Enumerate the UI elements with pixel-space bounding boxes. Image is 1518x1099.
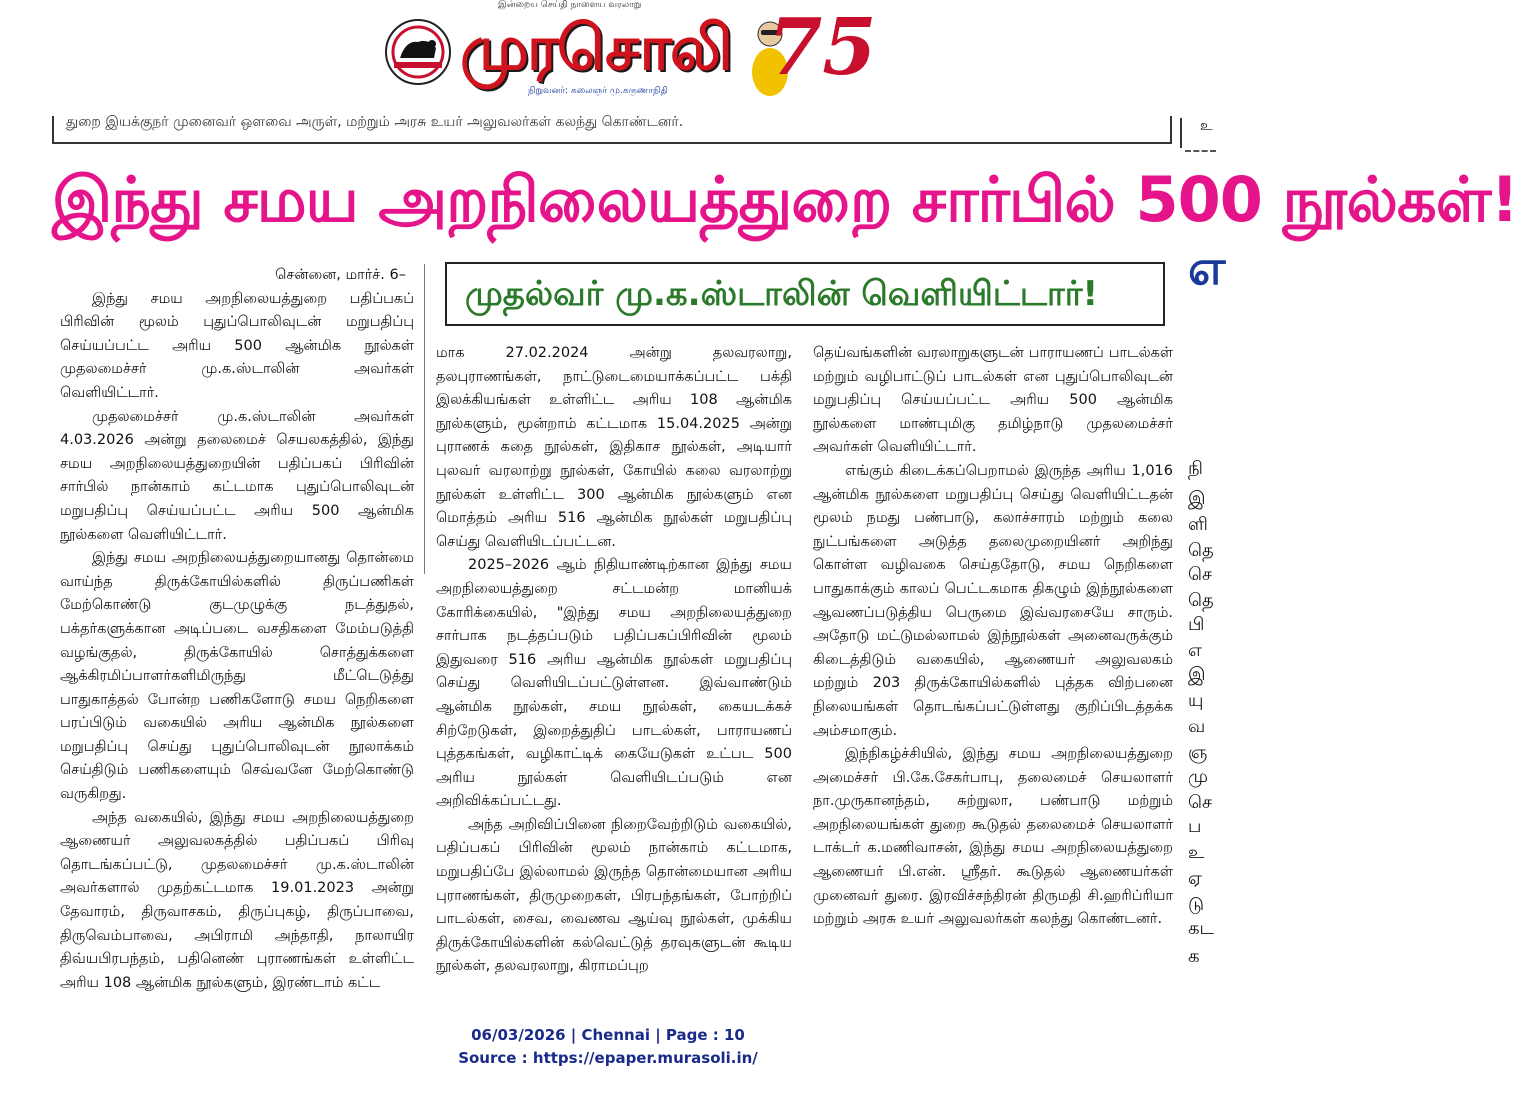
paragraph: அந்த வகையில், இந்து சமய அறநிலையத்துறை ஆணையர் அலுவலகத்தில் பதிப்பகப் பிரிவு தொடங்கப்பட்டு, முதலமைச்சர் மு.க.ஸ்டாலின் அவர்களால் முதற்கட்டமாக 19.01.2023 அன்று தேவாரம், திருவாசகம், திருப்புகழ், திருப்பாவை, திருவெம்பாவை, அபிராமி அந்தாதி, நாலாயிர திவ்யபிரபந்தம், பதினெண் புராணங்கள் உள்ளிட்ட அரிய 108 ஆன்மிக நூல்களும், இரண்டாம் கட்ட [60,809,414,991]
article-column-2 [436,342,792,979]
paragraph: அந்த அறிவிப்பினை நிறைவேற்றிடும் வகையில், பதிப்பகப் பிரிவின் மூலம் நான்காம் கட்டமாக, மறுபதிப்பே இல்லாமல் இருந்த தொன்மையான அரிய புராணங்கள், திருமுறைகள், பிரபந்தங்கள், போற்றிப் பாடல்கள், சைவ, வைணவ ஆய்வு நூல்கள், முக்கிய திருக்கோயில்களின் கல்வெட்டுத் தரவுகளுடன் கூடிய நூல்கள், தலவரலாறு, கிராமப்புற [436,816,792,975]
paragraph: இந்து சமய அறநிலையத்துறையானது தொன்மை வாய்ந்த திருக்கோயில்களில் திருப்பணிகள் மேற்கொண்டு குடமுழுக்கு நடத்துதல், பக்தர்களுக்கான அடிப்படை வசதிகளை மேம்படுத்தி வழங்குதல், திருக்கோயில் சொத்துக்களை ஆக்கிரமிப்பாளர்களிமிருந்து மீட்டெடுத்து பாதுகாத்தல் போன்ற பணிகளோடு சமய நெறிகளை பரப்பிடும் வகையில் அரிய ஆன்மிக நூல்களை மறுபதிப்பு செய்து புதுப்பொலிவுடன் நூலாக்கம் செய்திடும் பணிகளையும் செவ்வனே மேற்கொண்டு வருகிறது. [60,550,414,803]
right-edge-fragment: இ [1188,664,1206,685]
right-edge-fragment: உ [1200,118,1213,134]
right-edge-fragment: கட [1188,918,1214,939]
previous-article-text: துறை இயக்குநர் முனைவர் ஒளவை அருள், மற்றும் அரசு உயர் அலுவலர்கள் கலந்து கொண்டனர். [66,114,684,130]
column-divider [1180,118,1182,148]
masthead-tagline: இன்றைய செய்தி நாளைய வரலாறு [498,0,642,10]
paragraph: 2025–2026 ஆம் நிதியாண்டிற்கான இந்து சமய அறநிலையத்துறை சட்டமன்ற மானியக் கோரிக்கையில், "இந்து சமய அறநிலையத்துறை சார்பாக நடத்தப்படும் பதிப்பகப்பிரிவின் மூலம் இதுவரை 516 அரிய ஆன்மிக நூல்கள் மறுபதிப்பு செய்து வெளியிடப்பட்டுள்ளன. இவ்வாண்டும் ஆன்மிக நூல்கள், சமய நூல்கள், கையடக்கச் சிற்றேடுகள், இறைத்துதிப் பாடல்கள், பாராயணப் புத்தகங்கள், வழிகாட்டிக் கையேடுகள் உட்பட 500 அரிய நூல்கள் வெளியிடப்படும் என அறிவிக்கப்பட்டது. [436,557,792,810]
right-edge-fragment: இ [1188,488,1206,509]
right-edge-fragment: ஏ [1188,868,1203,889]
right-article-headline-fragment: எ [1188,240,1226,296]
party-emblem-icon [384,18,452,86]
anniversary-logo [748,2,877,102]
right-edge-fragment: உ [1188,842,1205,863]
right-edge-fragment: எ [1188,640,1203,661]
article-column-1 [60,264,414,995]
paragraph: எங்கும் கிடைக்கப்பெறாமல் இருந்த அரிய 1,016 ஆன்மிக நூல்களை மறுபதிப்பு செய்து வெளியிட்டதன் மூலம் நமது பண்பாடு, கலாச்சாரம் மற்றும் கலை நுட்பங்களை அடுத்த தலைமுறையினர் அறிந்து கொள்ள வழிவகை செய்ததோடு, சமய நெறிகளை பாதுகாக்கும் காலப் பெட்டகமாக திகழும் இந்நூல்களை ஆவணப்படுத்திய பெருமை இவ்வரசையே சாரும். அதோடு மட்டுமல்லாமல் இந்நூல்கள் அனைவருக்கும் கிடைத்திடும் வகையில், ஆணையர் அலுவலகம் மற்றும் 203 திருக்கோயில்களில் புத்தக விற்பனை நிலையங்கள் தொடங்கப்பட்டுள்ளது குறிப்பிடத்தக்க அம்சமாகும். [813,462,1173,739]
right-edge-fragment: தெ [1188,540,1214,561]
footer-page: Page : 10 [665,1026,745,1044]
right-edge-fragment: யு [1188,690,1204,711]
headline: இந்து சமய அறநிலையத்துறை சார்பில் 500 நூல்கள்! [52,163,1518,236]
footer-info-line: 06/03/2026 | Chennai | Page : 10 [471,1026,745,1044]
anniversary-number: 75 [768,2,877,93]
right-edge-fragment: டு [1188,894,1205,915]
right-edge-fragment: செ [1188,792,1212,813]
right-edge-fragment: ஞ [1188,742,1208,763]
right-edge-fragment: க [1188,946,1200,967]
subheadline-box [445,262,1165,326]
right-edge-fragment: தெ [1188,590,1214,611]
footer-source: Source : https://epaper.murasoli.in/ [458,1049,758,1067]
right-edge-fragment: ப [1188,816,1202,837]
paragraph: தெய்வங்களின் வரலாறுகளுடன் பாராயணப் பாடல்கள் மற்றும் வழிபாட்டுப் பாடல்கள் என புதுப்பொலிவுடன் மறுபதிப்பு செய்யப்பட்ட அரிய 500 ஆன்மிக நூல்களை மாண்புமிகு தமிழ்நாடு முதலமைச்சர் அவர்கள் வெளியிட்டார். [813,345,1173,456]
footer-date: 06/03/2026 [471,1026,566,1044]
founder-caption: நிறுவனர்: கலைஞர் மு.கருணாநிதி [528,86,668,96]
right-edge-fragment: செ [1188,564,1212,585]
right-edge-fragment: மு [1188,766,1208,787]
masthead [380,0,877,104]
footer-city: Chennai [581,1026,650,1044]
right-edge-fragment: ளி [1188,514,1208,535]
previous-article-strip [52,116,1172,144]
article-separator [1185,150,1216,152]
paragraph: முதலமைச்சர் மு.க.ஸ்டாலின் அவர்கள் 4.03.2026 அன்று தலைமைச் செயலகத்தில், இந்து சமய அறநிலையத்துறையின் பதிப்பகப் பிரிவின் சார்பில் நான்காம் கட்டமாக புதுப்பொலிவுடன் மறுபதிப்பு செய்யப்பட்ட அரிய 500 ஆன்மிக நூல்களை வெளியிட்டார். [60,408,414,543]
right-edge-fragment: வ [1188,716,1206,737]
right-edge-fragment: பி [1188,614,1205,635]
paragraph: இந்நிகழ்ச்சியில், இந்து சமய அறநிலையத்துறை அமைச்சர் பி.கே.சேகர்பாபு, தலைமைச் செயலாளர் நா.முருகானந்தம், சுற்றுலா, பண்பாடு மற்றும் அறநிலையங்கள் துறை கூடுதல் தலைமைச் செயலாளர் டாக்டர் க.மணிவாசன், இந்து சமய அறநிலையத்துறை ஆணையர் பி.என். ஸ்ரீதர். கூடுதல் ஆணையர்கள் முனைவர் துரை. இரவிச்சந்திரன் திருமதி சி.ஹரிப்ரியா மற்றும் அரசு உயர் அலுவலர்கள் கலந்து கொண்டனர். [813,746,1173,928]
article-column-3 [813,342,1173,932]
paragraph: மாக 27.02.2024 அன்று தலவரலாறு, தலபுராணங்கள், நாட்டுடைமையாக்கப்பட்ட பக்தி இலக்கியங்கள் உள்ளிட்ட அரிய 108 ஆன்மிக நூல்களும், மூன்றாம் கட்டமாக 15.04.2025 அன்று புராணக் கதை நூல்கள், இதிகாச நூல்கள், அடியார் புலவர் வரலாற்று நூல்கள், கோயில் கலை வரலாற்று நூல்கள் உள்ளிட்ட 300 ஆன்மிக நூல்களும் என மொத்தம் அரிய 516 ஆன்மிக நூல்கள் மறுபதிப்பு செய்து வெளியிடப்பட்டன. [436,345,792,550]
column-divider [424,264,425,574]
right-edge-fragment: நி [1188,458,1203,479]
masthead-title: முரசொலி [460,11,731,84]
dateline: சென்னை, மார்ச். 6– [275,267,406,283]
page-footer [0,1024,1216,1070]
paragraph: இந்து சமய அறநிலையத்துறை பதிப்பகப் பிரிவின் மூலம் புதுப்பொலிவுடன் மறுபதிப்பு செய்யப்பட்ட அரிய 500 ஆன்மிக நூல்கள் முதலமைச்சர் மு.க.ஸ்டாலின் அவர்கள் வெளியிட்டார். [60,290,414,401]
subheadline: முதல்வர் மு.க.ஸ்டாலின் வெளியிட்டார்! [465,274,1099,314]
